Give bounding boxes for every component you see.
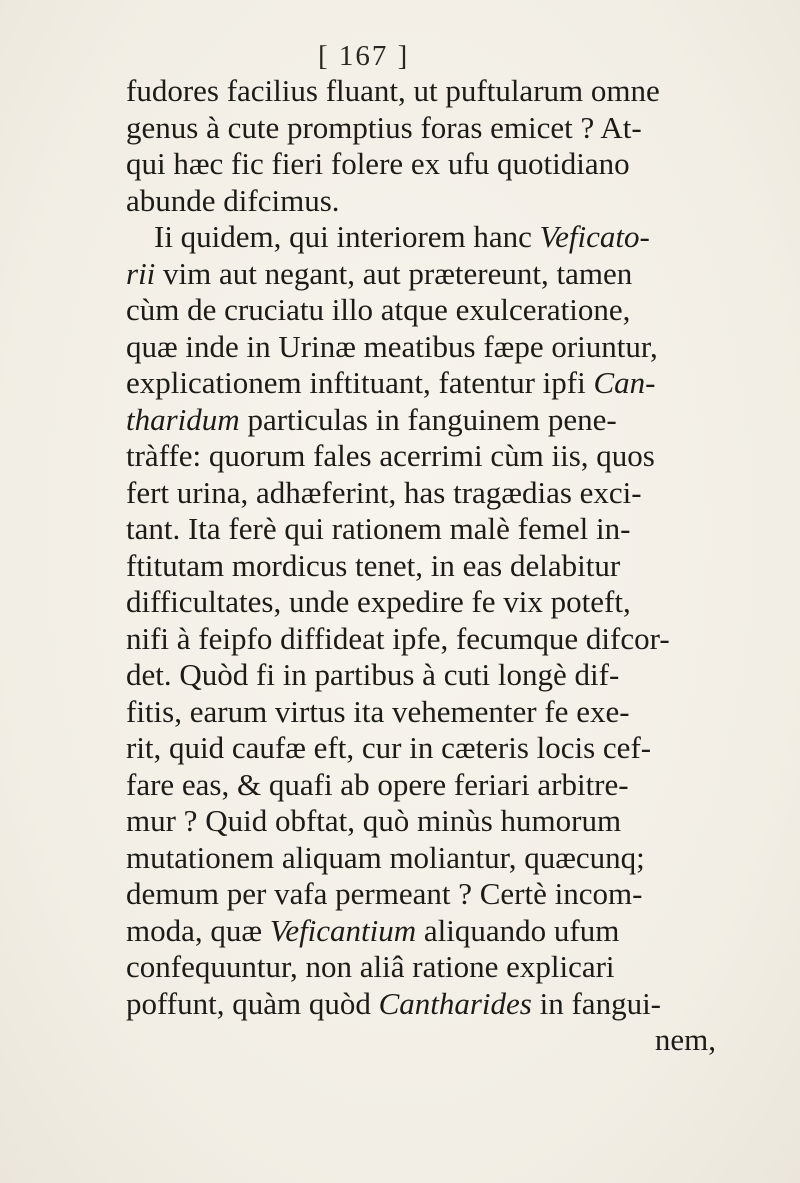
text-segment: moda, quæ [126,912,270,948]
text-segment: rit, quid caufæ eft, cur in cæteris locis cef- [126,730,652,765]
text-segment: demum per vafa permeant ? Certè incom- [126,876,643,911]
text-segment: confequuntur, non aliâ ratione explicari [126,949,615,984]
text-line [126,183,746,220]
text-line [126,949,746,986]
text-line [126,146,746,183]
text-line [126,511,746,548]
italic-word: Cantharides [378,985,532,1021]
text-line [126,621,746,658]
text-line [126,438,746,475]
text-line [126,73,746,110]
italic-word: tharidum [126,401,240,437]
text-line [126,694,746,731]
text-segment: in fangui- [531,985,662,1021]
text-line [126,803,746,840]
body-text [126,73,746,1059]
italic-word: Veficato- [539,219,650,254]
text-segment: ftitutam mordicus tenet, in eas delabitur [126,547,621,583]
text-line [126,876,746,913]
text-segment: tràffe: quorum fales acerrimi cùm iis, quos [126,438,655,473]
italic-word: Veficantium [269,912,417,948]
text-line [126,110,746,147]
text-segment: aliquando ufum [416,912,620,948]
text-line [126,840,746,877]
text-segment: det. Quòd fi in partibus à cuti longè dif- [126,657,620,692]
text-segment: fitis, earum virtus ita vehementer fe exe- [126,693,630,729]
text-segment: poffunt, quàm quòd [126,985,379,1021]
text-segment: tant. Ita ferè qui rationem malè femel in- [126,511,631,546]
text-segment: particulas in fanguinem pene- [239,401,617,437]
text-line [126,913,746,950]
text-segment: explicationem inftituant, fatentur ipfi [126,365,594,400]
text-segment: cùm de cruciatu illo atque exulceratione, [126,292,631,327]
text-segment: abunde difcimus. [126,182,340,218]
text-line [126,292,746,329]
text-line [126,475,746,512]
text-segment: qui hæc fic fieri folere ex ufu quotidiano [126,146,630,181]
text-line [126,767,746,804]
text-segment: mur ? Quid obftat, quò minùs humorum [126,803,622,838]
catchword: nem, [654,1022,716,1057]
italic-word: Can- [593,365,656,400]
text-line [126,730,746,767]
text-segment: Ii quidem, qui interiorem hanc [154,219,540,254]
italic-word: rii [126,255,156,291]
text-segment: fare eas, & quafi ab opere feriari arbitre- [126,766,629,802]
text-line [126,584,746,621]
page-number-header: [ 167 ] [318,40,410,72]
text-segment: mutationem aliquam moliantur, quæcunq; [126,839,645,875]
text-line [126,402,746,439]
text-segment: nifi à feipfo diffideat ipfe, fecumque difcor- [126,620,670,656]
text-line [126,256,746,293]
text-line [126,986,746,1023]
text-segment: fert urina, adhæferint, has tragædias exci- [126,474,642,510]
text-line [126,548,746,585]
text-segment: difficultates, unde expedire fe vix poteft, [126,584,631,619]
text-line [126,365,746,402]
text-segment: fudores facilius fluant, ut puftularum omne [126,73,660,108]
text-line [126,219,746,256]
text-segment: quæ inde in Urinæ meatibus fæpe oriuntur, [126,328,658,364]
text-segment: genus à cute promptius foras emicet ? At- [126,109,642,145]
text-line [126,329,746,366]
text-segment: vim aut negant, aut prætereunt, tamen [155,255,633,291]
text-line [126,657,746,694]
